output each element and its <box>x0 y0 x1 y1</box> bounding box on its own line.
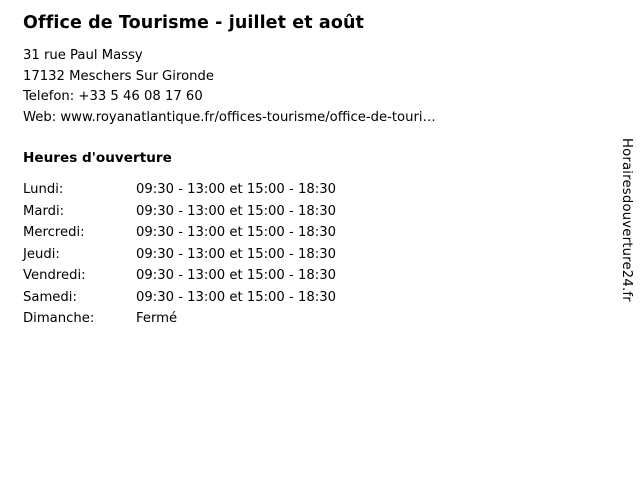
day-label: Dimanche: <box>23 311 95 326</box>
day-hours: 09:30 - 13:00 et 15:00 - 18:30 <box>136 203 336 219</box>
opening-hours-table <box>23 179 436 330</box>
content-column <box>23 12 593 330</box>
day-label: Jeudi: <box>23 246 60 262</box>
opening-hours-heading: Heures d'ouverture <box>23 150 172 166</box>
day-hours: 09:30 - 13:00 et 15:00 - 18:30 <box>136 225 336 240</box>
day-label: Mercredi: <box>23 225 85 240</box>
day-hours: 09:30 - 13:00 et 15:00 - 18:30 <box>136 268 336 283</box>
table-row <box>23 308 436 330</box>
day-hours: 09:30 - 13:00 et 15:00 - 18:30 <box>136 289 336 305</box>
site-watermark: Horairesdouverture24.fr <box>619 138 634 302</box>
day-hours: Fermé <box>136 311 178 326</box>
day-label: Lundi: <box>23 182 64 197</box>
table-row <box>23 265 436 287</box>
table-row <box>23 201 436 223</box>
address-street: 31 rue Paul Massy <box>23 48 143 63</box>
day-label: Samedi: <box>23 289 77 305</box>
page-title: Office de Tourisme - juillet et août <box>23 13 364 33</box>
day-label: Mardi: <box>23 203 65 219</box>
table-row <box>23 222 436 244</box>
address-city: 17132 Meschers Sur Gironde <box>23 68 214 84</box>
day-hours: 09:30 - 13:00 et 15:00 - 18:30 <box>136 182 336 197</box>
table-row <box>23 287 436 309</box>
table-row <box>23 179 436 201</box>
day-hours: 09:30 - 13:00 et 15:00 - 18:30 <box>136 246 336 262</box>
day-label: Vendredi: <box>23 268 86 283</box>
website-url: Web: www.royanatlantique.fr/offices-tourisme/office-de-touri… <box>23 109 436 125</box>
table-row <box>23 244 436 266</box>
phone-number: Telefon: +33 5 46 08 17 60 <box>23 89 203 104</box>
